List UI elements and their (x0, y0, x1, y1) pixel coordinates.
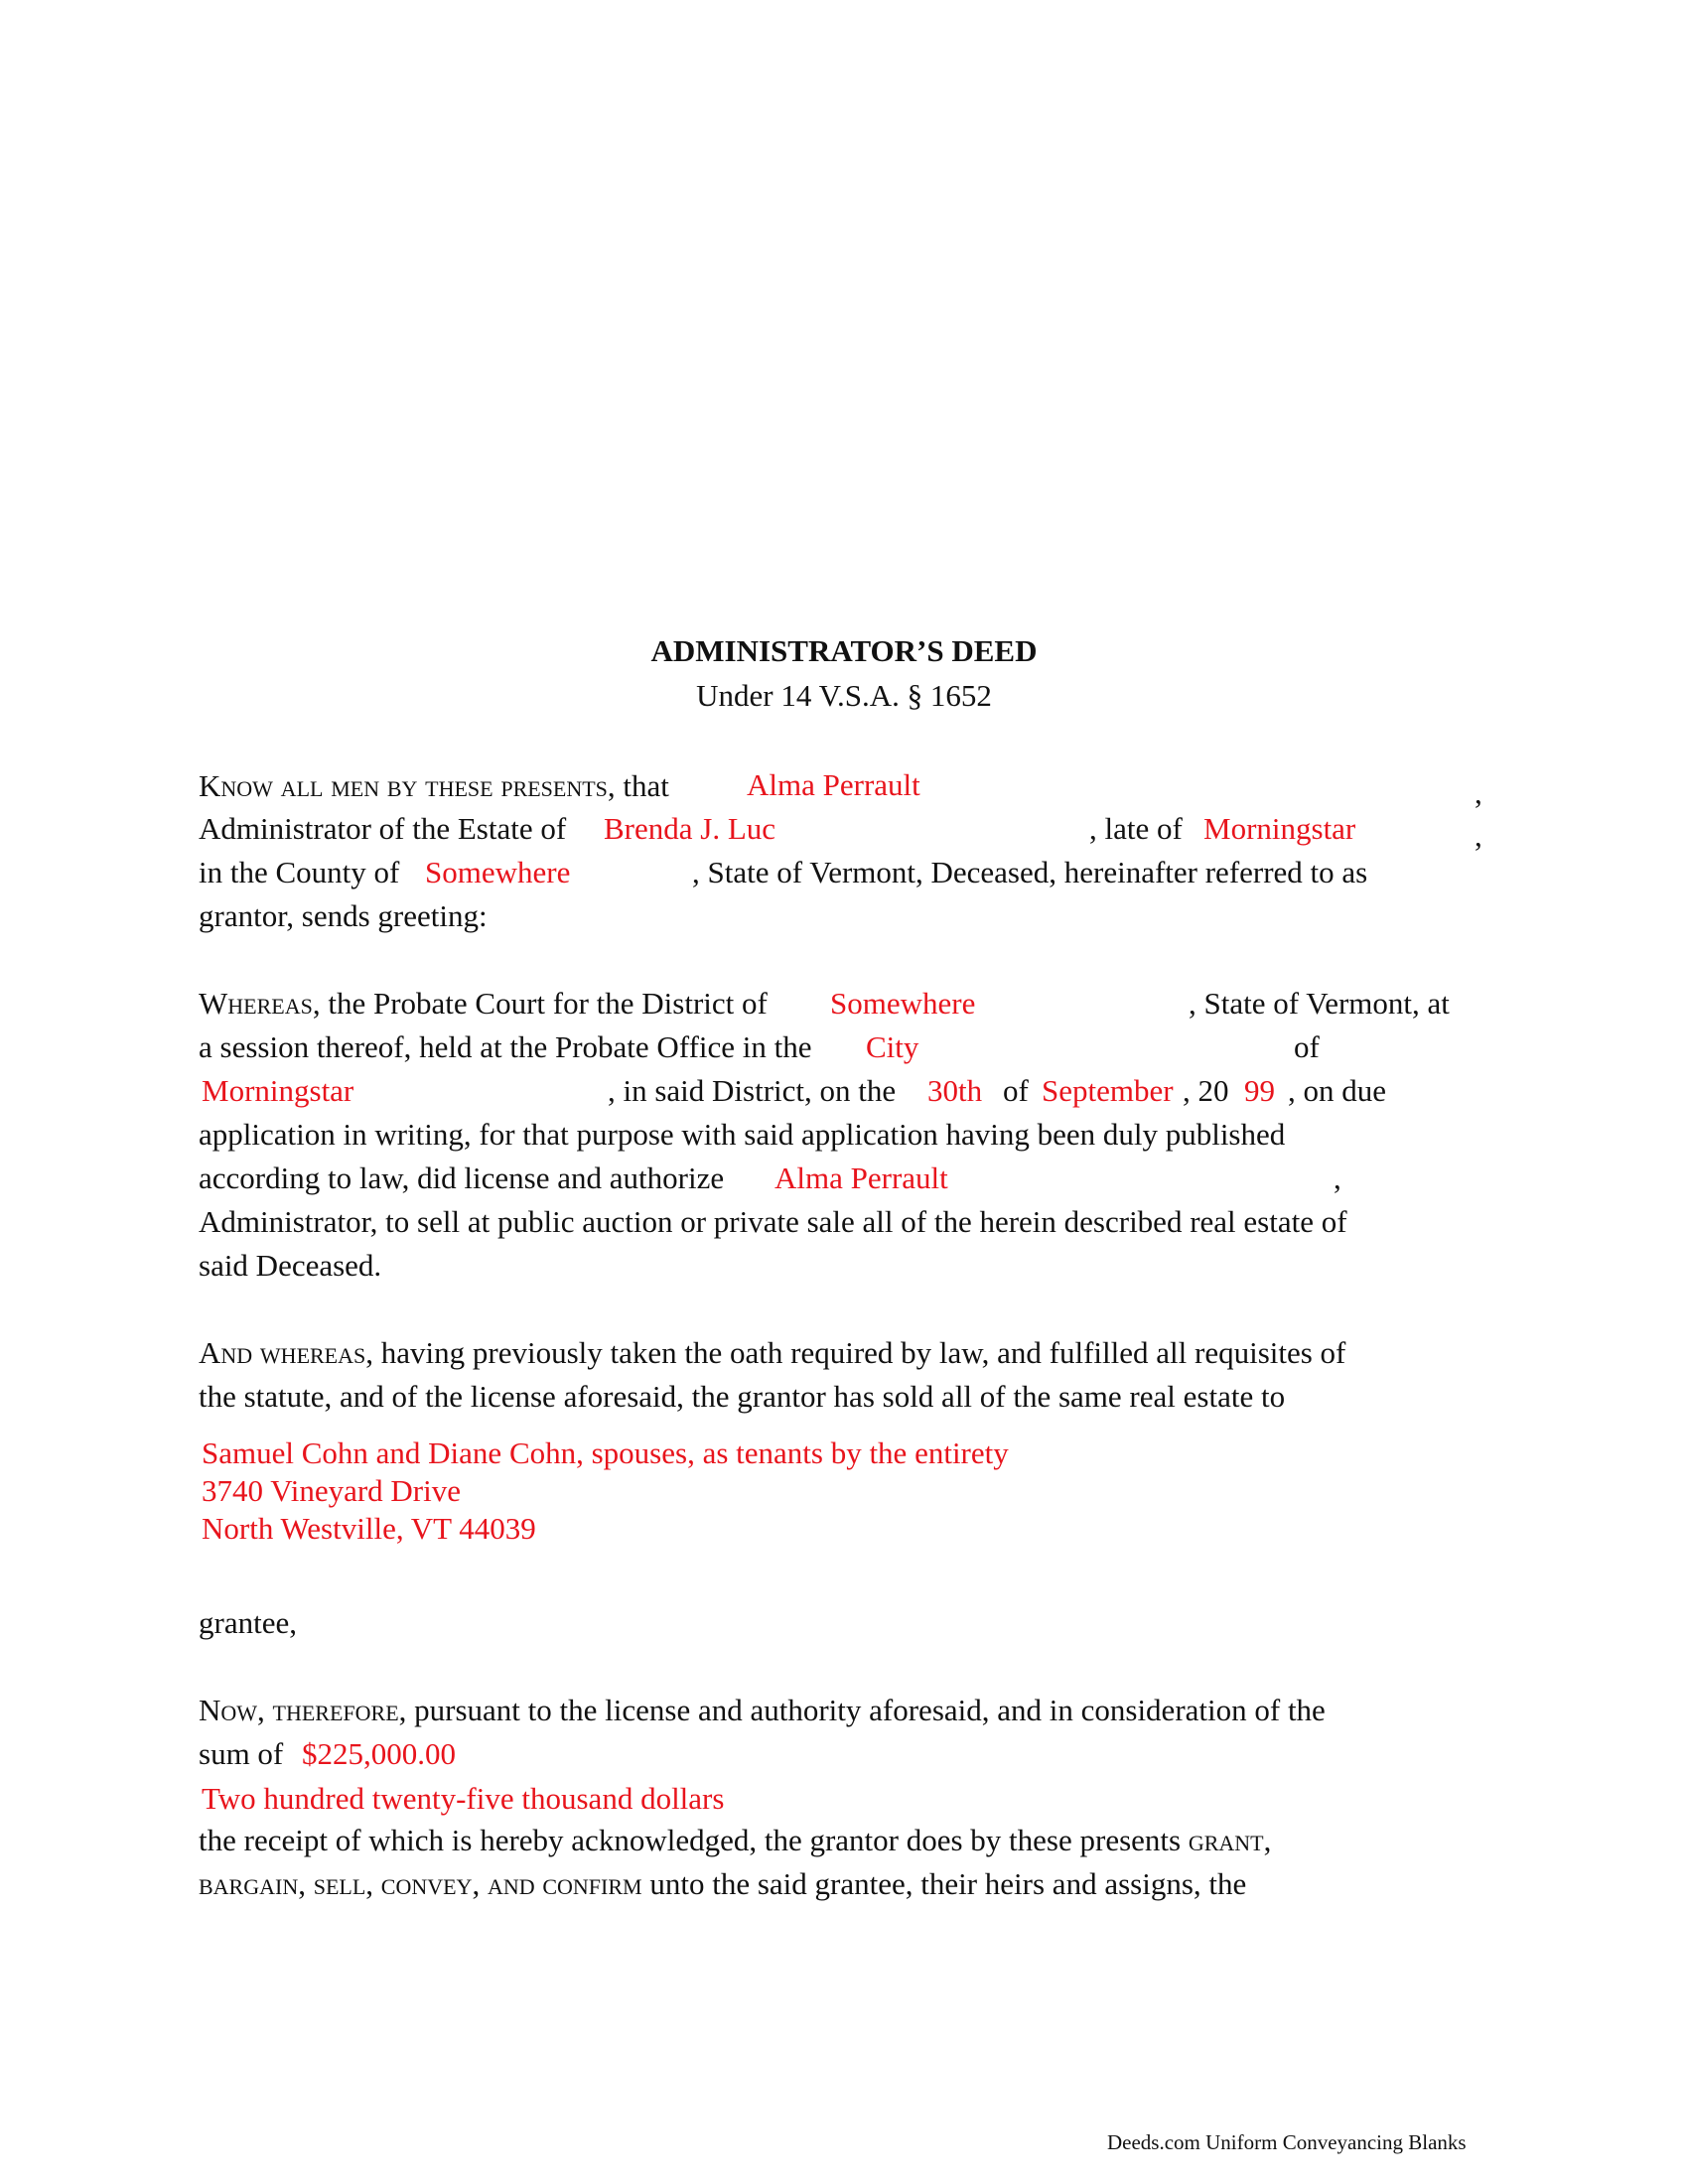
p2-comma: , (1334, 1160, 1341, 1195)
p2-text-b: , State of Vermont, at (1189, 986, 1450, 1021)
p2-lead: Whereas (199, 986, 313, 1021)
administrator-name-field: Alma Perrault (747, 767, 920, 802)
late-of-field: Morningstar (1203, 811, 1356, 846)
office-place-field: Morningstar (202, 1073, 354, 1108)
p4-line5 (199, 1864, 1246, 1904)
p2-text-g: , 20 (1183, 1073, 1229, 1108)
p1-comma-2: , (1475, 818, 1482, 853)
document-subtitle: Under 14 V.S.A. § 1652 (696, 678, 992, 713)
p2-text-f: of (1003, 1073, 1029, 1108)
p4-text-a: , pursuant to the license and authority aforesaid, and in consideration of the (398, 1693, 1326, 1727)
p1-text-b: Administrator of the Estate of (199, 811, 567, 846)
p2-text-k: Administrator, to sell at public auction or private sale all of the herein described real estate of (199, 1204, 1347, 1239)
day-field: 30th (927, 1073, 983, 1108)
p2-text-a: , the Probate Court for the District of (312, 986, 768, 1021)
p4-text-c: the receipt of which is hereby acknowledged, the grantor does by these presents (199, 1823, 1182, 1857)
licensed-administrator-field: Alma Perrault (774, 1160, 948, 1195)
grantee-address-field: 3740 Vineyard Drive (202, 1473, 462, 1508)
county-field: Somewhere (425, 855, 571, 889)
p1-text-f: grantor, sends greeting: (199, 898, 488, 933)
p4-grant: grant, (1188, 1823, 1272, 1857)
p1-text-a: , that (607, 768, 669, 803)
amount-numeric-field: $225,000.00 (302, 1736, 456, 1771)
grantee-label: grantee, (199, 1605, 297, 1640)
amount-words-field: Two hundred twenty-five thousand dollars (202, 1781, 725, 1816)
document-title: ADMINISTRATOR’S DEED (650, 633, 1038, 668)
office-type-field: City (866, 1029, 919, 1064)
p1-comma-1: , (1475, 775, 1482, 810)
month-field: September (1042, 1073, 1174, 1108)
p4-text-b: sum of (199, 1736, 284, 1771)
p4-lead: Now, therefore (199, 1693, 399, 1727)
p2-text-i: application in writing, for that purpose with said application having been duly published (199, 1117, 1286, 1152)
p3-text-a: , having previously taken the oath required by law, and fulfilled all requisites of (365, 1335, 1346, 1370)
p2-text-c: a session thereof, held at the Probate Office in the (199, 1029, 812, 1064)
p4-conveyance-words: bargain, sell, convey, and confirm (199, 1866, 642, 1901)
p3-line1 (199, 1333, 1345, 1373)
year-field: 99 (1244, 1073, 1275, 1108)
p2-line1 (199, 984, 768, 1024)
p2-text-d: of (1294, 1029, 1320, 1064)
p1-lead: Know all men by these presents (199, 768, 608, 803)
p2-text-j: according to law, did license and authorize (199, 1160, 725, 1195)
p4-line4 (199, 1821, 1271, 1860)
p4-text-d: unto the said grantee, their heirs and assigns, the (649, 1866, 1247, 1901)
probate-district-field: Somewhere (830, 986, 976, 1021)
footer-text: Deeds.com Uniform Conveyancing Blanks (1107, 2130, 1467, 2154)
p4-line1 (199, 1691, 1326, 1730)
p2-text-h: , on due (1288, 1073, 1387, 1108)
grantee-city-field: North Westville, VT 44039 (202, 1511, 536, 1546)
p2-text-l: said Deceased. (199, 1248, 382, 1283)
grantee-name-field: Samuel Cohn and Diane Cohn, spouses, as tenants by the entirety (202, 1435, 1009, 1470)
p1-text-c: , late of (1089, 811, 1183, 846)
p1-text-d: in the County of (199, 855, 400, 889)
p1-line1 (199, 766, 669, 806)
p3-text-b: the statute, and of the license aforesaid, the grantor has sold all of the same real estate to (199, 1379, 1286, 1414)
deceased-name-field: Brenda J. Luc (604, 811, 776, 846)
p1-text-e: , State of Vermont, Deceased, hereinafter referred to as (692, 855, 1368, 889)
p3-lead: And whereas (199, 1335, 366, 1370)
p2-text-e: , in said District, on the (608, 1073, 897, 1108)
